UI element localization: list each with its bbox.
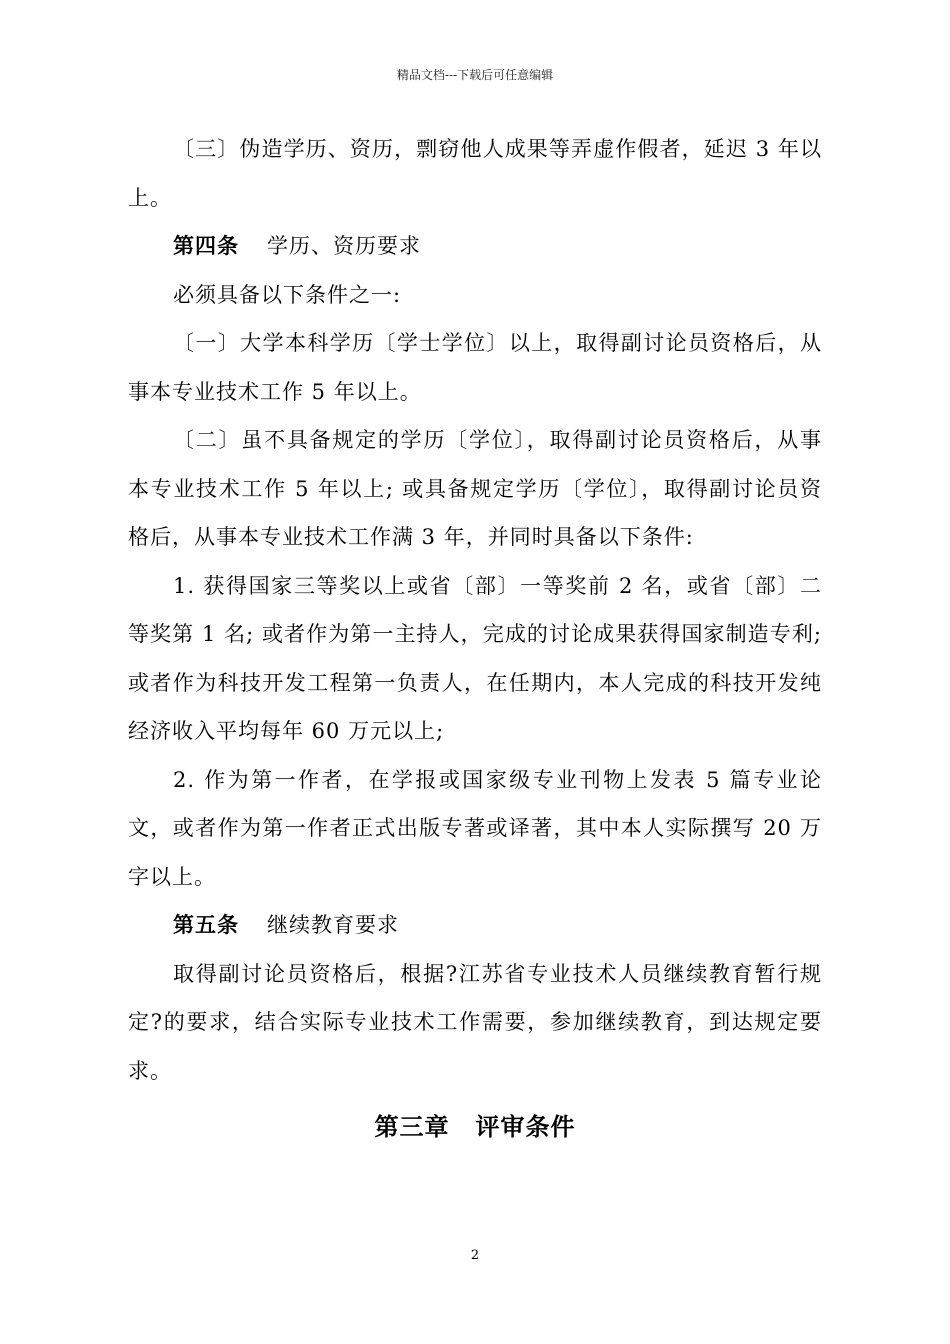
paragraph-item-3: 〔三〕伪造学历、资历，剽窃他人成果等弄虚作假者，延迟 3 年以上。 — [128, 137, 822, 210]
chapter-label: 第三章 — [374, 1112, 450, 1141]
page-header: 精品文档---下载后可任意编辑 — [396, 68, 554, 82]
article-4-title: 第四条 — [173, 233, 239, 258]
article-4-subject: 学历、资历要求 — [267, 234, 421, 258]
article-4-heading — [128, 222, 822, 271]
article-5-subject: 继续教育要求 — [267, 913, 399, 937]
document-body — [128, 125, 822, 1152]
chapter-heading — [128, 1103, 822, 1152]
paragraph-condition-2: 2. 作为第一作者，在学报或国家级专业刊物上发表 5 篇专业论文，或者作为第一作者正式出版专著或译著，其中本人实际撰写 20 万字以上。 — [128, 767, 822, 889]
paragraph-item-1: 〔一〕大学本科学历〔学士学位〕以上，取得副讨论员资格后，从事本专业技术工作 5 年以上。 — [128, 331, 822, 404]
paragraph-requirement-intro: 必须具备以下条件之一: — [173, 282, 402, 307]
paragraph-continuing-education: 取得副讨论员资格后，根据?江苏省专业技术人员继续教育暂行规定?的要求，结合实际专业技术工作需要，参加继续教育，到达规定要求。 — [128, 961, 822, 1083]
paragraph-item-2: 〔二〕虽不具备规定的学历〔学位〕，取得副讨论员资格后，从事本专业技术工作 5 年以上; 或具备规定学历〔学位〕，取得副讨论员资格后，从事本专业技术工作满 3 年，并同时具备以下条件: — [128, 428, 822, 549]
article-5-heading — [128, 901, 822, 950]
chapter-title: 评审条件 — [475, 1112, 576, 1141]
page-number: 2 — [470, 1248, 480, 1263]
paragraph-condition-1: 1. 获得国家三等奖以上或省〔部〕一等奖前 2 名，或省〔部〕二等奖第 1 名; 或者作为第一主持人，完成的讨论成果获得国家制造专利; 或者作为科技开发工程第一负责人，在任期内，本人完成的科技开发纯经济收入平均每年 60 万元以上; — [128, 573, 822, 743]
article-5-title: 第五条 — [173, 912, 239, 937]
